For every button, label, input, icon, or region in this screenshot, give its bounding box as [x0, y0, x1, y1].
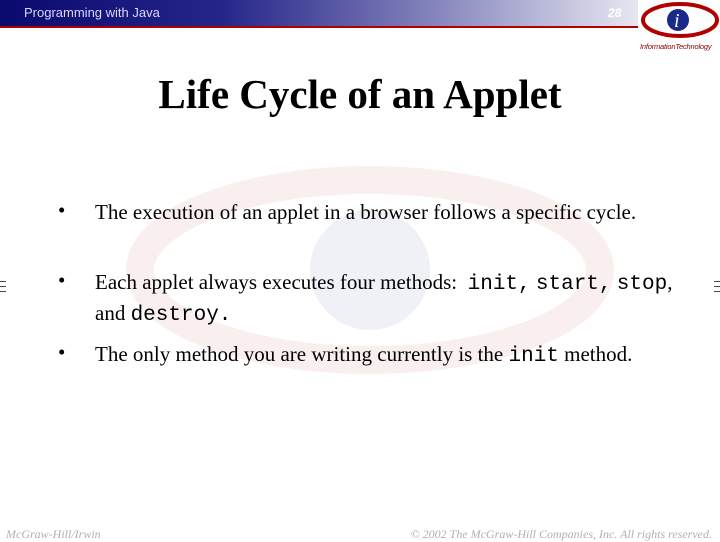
footer-publisher: McGraw-Hill/Irwin	[6, 527, 101, 541]
header-underline	[0, 26, 640, 28]
information-technology-logo	[638, 0, 720, 56]
slide-number: 28	[608, 6, 622, 20]
bullet-text-and: , and	[95, 270, 673, 325]
logo-emblem-icon	[638, 0, 720, 44]
bullet-text	[95, 340, 675, 371]
code-destroy: destroy.	[130, 304, 232, 327]
svg-text:i: i	[674, 10, 680, 32]
bullet-text	[95, 198, 675, 227]
code-stop: stop	[616, 273, 668, 296]
course-title: Programming with Java	[24, 5, 160, 20]
slide-title: Life Cycle of an Applet	[158, 71, 562, 117]
bullet-text-plain: The only method you are writing currently is the	[95, 342, 504, 366]
footer-copyright: © 2002 The McGraw-Hill Companies, Inc. All rights reserved.	[410, 527, 712, 541]
code-init: init	[508, 345, 559, 368]
bullet-dot: •	[58, 268, 66, 292]
bullet-text-plain: Each applet always executes four methods:	[95, 270, 458, 294]
code-init: init,	[467, 273, 531, 296]
bullet-text-after: method.	[564, 342, 633, 366]
bullet-dot: •	[58, 340, 66, 364]
bullet-text	[95, 268, 675, 330]
bullet-text-plain: The execution of an applet in a browser follows a specific cycle.	[95, 200, 637, 224]
logo-text: InformationTechnology	[640, 42, 712, 51]
code-start: start,	[535, 273, 612, 296]
bullet-dot: •	[58, 198, 66, 222]
